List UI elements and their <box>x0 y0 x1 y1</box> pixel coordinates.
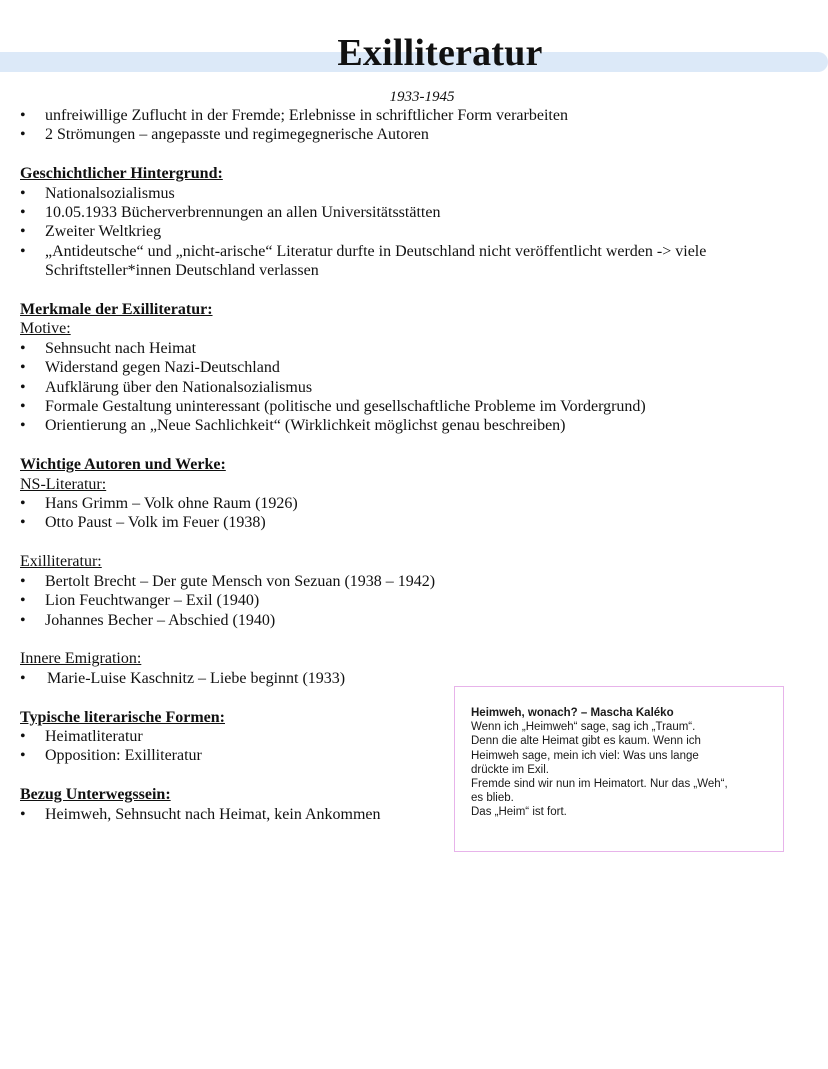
list-item: • Widerstand gegen Nazi-Deutschland <box>20 358 780 377</box>
poem-line: Fremde sind wir nun im Heimatort. Nur das „Weh“, <box>471 778 728 791</box>
list-item: • Heimweh, Sehnsucht nach Heimat, kein Ankommen <box>20 805 480 824</box>
exile-literature-list <box>20 572 780 630</box>
intro-list <box>20 106 780 145</box>
list-item: • Aufklärung über den Nationalsozialismus <box>20 378 780 397</box>
poem-box <box>454 686 784 852</box>
list-item: • Sehnsucht nach Heimat <box>20 339 780 358</box>
poem-line: Denn die alte Heimat gibt es kaum. Wenn ich <box>471 735 701 748</box>
ns-literature-list <box>20 494 780 533</box>
list-item: • unfreiwillige Zuflucht in der Fremde; Erlebnisse in schriftlicher Form verarbeiten <box>20 106 780 125</box>
page-title: Exilliteratur <box>337 32 543 74</box>
inner-emigration-subheading: Innere Emigration: <box>20 650 142 668</box>
history-heading: Geschichtlicher Hintergrund: <box>20 165 223 183</box>
poem-line: Heimweh sage, mein ich viel: Was uns lange <box>471 749 699 762</box>
list-item: • Bertolt Brecht – Der gute Mensch von Sezuan (1938 – 1942) <box>20 572 780 591</box>
poem-line: Das „Heim“ ist fort. <box>471 806 567 819</box>
list-item: • „Antideutsche“ und „nicht-arische“ Literatur durfte in Deutschland nicht veröffentlicht werden -> viele Schriftsteller*innen Deutschland verlassen <box>20 242 780 281</box>
list-item: • Otto Paust – Volk im Feuer (1938) <box>20 513 780 532</box>
history-list <box>20 184 780 281</box>
motives-list <box>20 339 780 436</box>
poem-line: drückte im Exil. <box>471 763 549 776</box>
list-item: • Heimatliteratur <box>20 727 480 746</box>
list-item: • Marie-Luise Kaschnitz – Liebe beginnt (1933) <box>20 669 780 688</box>
poem-line: es blieb. <box>471 792 514 805</box>
list-item: • Orientierung an „Neue Sachlichkeit“ (Wirklichkeit möglichst genau beschreiben) <box>20 416 780 435</box>
list-item: • Formale Gestaltung uninteressant (politische und gesellschaftliche Probleme im Vordergrund) <box>20 397 780 416</box>
travel-heading: Bezug Unterwegssein: <box>20 786 171 804</box>
travel-list <box>20 805 480 824</box>
motives-subheading: Motive: <box>20 320 71 338</box>
list-item: • 2 Strömungen – angepasste und regimegegnerische Autoren <box>20 125 780 144</box>
period-subtitle: 1933-1945 <box>389 89 455 105</box>
list-item: • Johannes Becher – Abschied (1940) <box>20 611 780 630</box>
poem-title: Heimweh, wonach? – Mascha Kaléko <box>471 707 674 719</box>
authors-heading: Wichtige Autoren und Werke: <box>20 456 226 474</box>
ns-literature-subheading: NS-Literatur: <box>20 475 107 493</box>
exile-literature-subheading: Exilliteratur: <box>20 553 102 571</box>
list-item: • Opposition: Exilliteratur <box>20 746 480 765</box>
forms-list <box>20 727 480 766</box>
list-item: • Zweiter Weltkrieg <box>20 222 780 241</box>
poem-line: Wenn ich „Heimweh“ sage, sag ich „Traum“. <box>471 721 696 734</box>
list-item: • Hans Grimm – Volk ohne Raum (1926) <box>20 494 780 513</box>
features-heading: Merkmale der Exilliteratur: <box>20 301 213 319</box>
list-item: • Lion Feuchtwanger – Exil (1940) <box>20 591 780 610</box>
list-item: • Nationalsozialismus <box>20 184 780 203</box>
list-item: • 10.05.1933 Bücherverbrennungen an allen Universitätsstätten <box>20 203 780 222</box>
forms-heading: Typische literarische Formen: <box>20 708 225 726</box>
